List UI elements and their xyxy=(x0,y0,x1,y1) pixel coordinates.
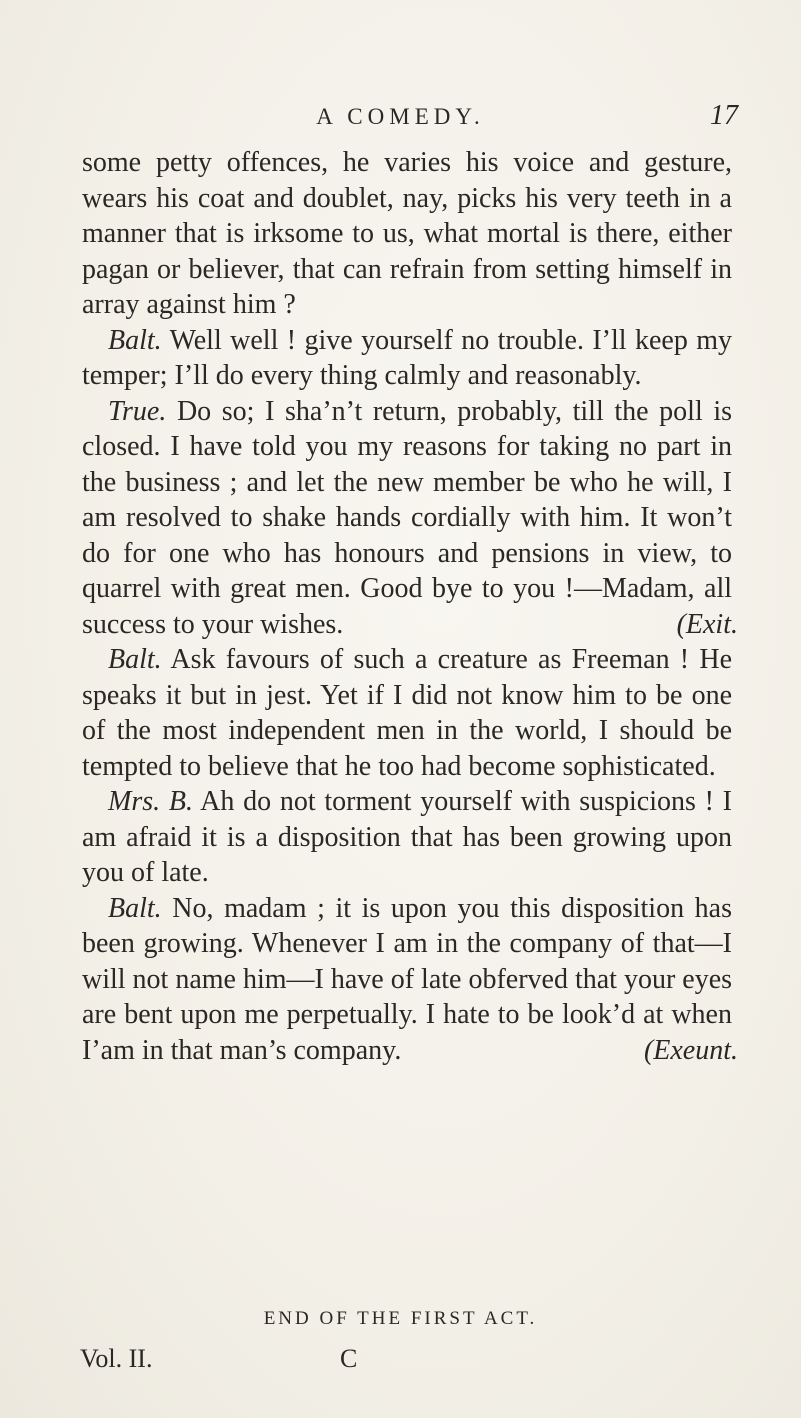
stage-direction-exit: (Exit. xyxy=(676,608,738,640)
speech-balt-3 xyxy=(82,891,738,1069)
stage-direction-exeunt: (Exeunt. xyxy=(643,1034,738,1066)
paragraph-text: some petty offences, he varies his voice and gesture, wears his coat and doublet, nay, picks his very teeth in a manner that is irksome to us, what mortal is there, either pagan or believer, that can refrain from setting himself in array against him ? xyxy=(82,147,732,320)
speech-text: Ah do not torment yourself with suspicions ! I am afraid it is a disposition that has been growing upon you of late. xyxy=(82,786,732,888)
speech-balt-2 xyxy=(82,642,732,784)
running-head: A COMEDY. xyxy=(316,104,485,129)
page-number: 17 xyxy=(710,100,738,131)
paragraph-continuation xyxy=(82,145,732,323)
speech-text: Do so; I sha’n’t return, probably, till the poll is closed. I have told you my reasons for taking no part in the business ; and let the new member be who he will, I am resolved to shake hands cordially with him. It won’t do for one who has honours and pensions in view, to quarrel with great men. Good bye to you !—Madam, all success to your wishes. xyxy=(82,395,732,640)
speech-text: Well well ! give yourself no trouble. I’ll keep my temper; I’ll do every thing calmly and reasonably. xyxy=(82,324,732,391)
speaker-label: Balt. xyxy=(108,644,162,675)
speaker-label: Balt. xyxy=(108,892,162,924)
speech-balt-1 xyxy=(82,323,732,394)
body-text xyxy=(82,145,738,1068)
speech-text: Ask favours of such a creature as Freeman ! He speaks it but in jest. Yet if I did not know him to be one of the most independent men in the world, I should be tempted to believe that he too had become sophisticated. xyxy=(82,644,732,782)
act-end-heading: END OF THE FIRST ACT. xyxy=(263,1308,538,1329)
speaker-label: Balt. xyxy=(108,324,162,356)
speech-true xyxy=(82,394,738,643)
speaker-label: Mrs. B. xyxy=(108,786,193,817)
volume-label: Vol. II. xyxy=(80,1344,153,1373)
speech-mrs-b xyxy=(82,784,732,891)
speech-text: No, madam ; it is upon you this disposition has been growing. Whenever I am in the company of that—I will not name him—I have of late obferved that your eyes are bent upon me perpetually. I hate to be look’d at when I’am in that man’s company. xyxy=(82,892,733,1066)
signature-mark: C xyxy=(340,1344,358,1373)
speaker-label: True. xyxy=(108,395,167,427)
